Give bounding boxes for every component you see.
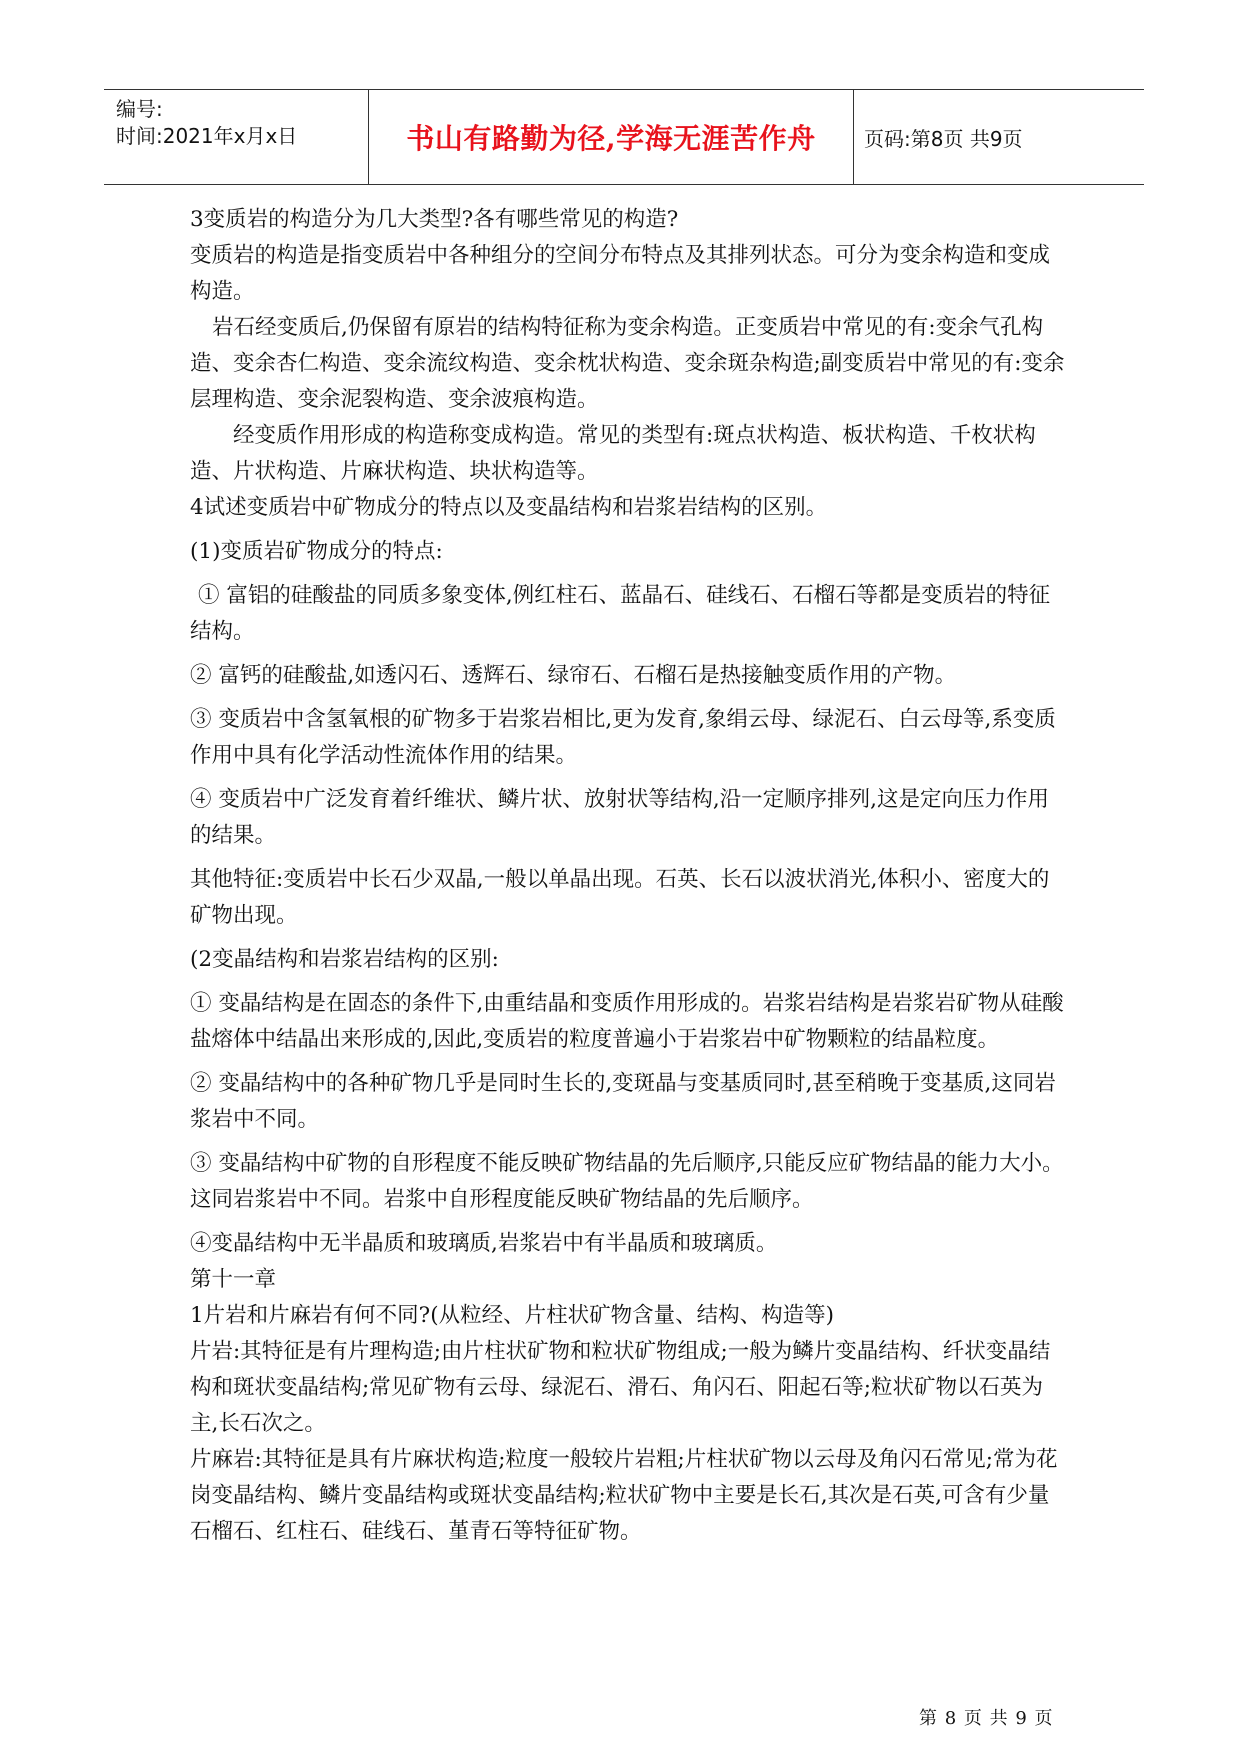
question-heading: 3变质岩的构造分为几大类型?各有哪些常见的构造?	[190, 207, 679, 232]
section-heading: (1)变质岩矿物成分的特点:	[190, 539, 443, 564]
document-time-label: 时间:2021年x月x日	[116, 124, 298, 148]
chapter-heading: 第十一章	[190, 1267, 277, 1292]
list-item: ② 变晶结构中的各种矿物几乎是同时生长的,变斑晶与变基质同时,甚至稍晚于变基质,这同岩浆岩中不同。	[190, 1071, 1056, 1132]
paragraph: 片麻岩:其特征是具有片麻状构造;粒度一般较片岩粗;片柱状矿物以云母及角闪石常见;常为花岗变晶结构、鳞片变晶结构或斑状变晶结构;粒状矿物中主要是长石,其次是石英,可含有少量石榴石、红柱石、硅线石、堇青石等特征矿物。	[190, 1447, 1058, 1544]
paragraph: 变质岩的构造是指变质岩中各种组分的空间分布特点及其排列状态。可分为变余构造和变成构造。	[190, 243, 1051, 304]
page-header	[104, 89, 1144, 185]
document-number-label: 编号:	[116, 97, 163, 121]
list-item: ① 富铝的硅酸盐的同质多象变体,例红柱石、蓝晶石、硅线石、石榴石等都是变质岩的特征结构。	[190, 583, 1051, 644]
header-motto-cell	[368, 90, 854, 184]
paragraph: 其他特征:变质岩中长石少双晶,一般以单晶出现。石英、长石以波状消光,体积小、密度大的矿物出现。	[190, 867, 1050, 928]
section-heading: (2变晶结构和岩浆岩结构的区别:	[190, 947, 499, 972]
question-heading: 4试述变质岩中矿物成分的特点以及变晶结构和岩浆岩结构的区别。	[190, 495, 828, 520]
page-footer: 第 8 页 共 9 页	[919, 1708, 1054, 1729]
header-page-cell	[864, 90, 1144, 184]
list-item: ③ 变晶结构中矿物的自形程度不能反映矿物结晶的先后顺序,只能反应矿物结晶的能力大小。这同岩浆岩中不同。岩浆中自形程度能反映矿物结晶的先后顺序。	[190, 1151, 1064, 1212]
list-item: ④ 变质岩中广泛发育着纤维状、鳞片状、放射状等结构,沿一定顺序排列,这是定向压力作用的结果。	[190, 787, 1050, 848]
paragraph: 岩石经变质后,仍保留有原岩的结构特征称为变余构造。正变质岩中常见的有:变余气孔构造、变余杏仁构造、变余流纹构造、变余枕状构造、变余斑杂构造;副变质岩中常见的有:变余层理构造、变余泥裂构造、变余波痕构造。	[190, 315, 1065, 412]
paragraph: 片岩:其特征是有片理构造;由片柱状矿物和粒状矿物组成;一般为鳞片变晶结构、纤状变晶结构和斑状变晶结构;常见矿物有云母、绿泥石、滑石、角闪石、阳起石等;粒状矿物以石英为主,长石次之。	[190, 1339, 1051, 1436]
header-left-cell	[116, 90, 366, 184]
list-item: ④变晶结构中无半晶质和玻璃质,岩浆岩中有半晶质和玻璃质。	[190, 1231, 778, 1256]
list-item: ③ 变质岩中含氢氧根的矿物多于岩浆岩相比,更为发育,象绢云母、绿泥石、白云母等,系变质作用中具有化学活动性流体作用的结果。	[190, 707, 1056, 768]
paragraph: 经变质作用形成的构造称变成构造。常见的类型有:斑点状构造、板状构造、千枚状构造、片状构造、片麻状构造、块状构造等。	[190, 423, 1036, 484]
list-item: ① 变晶结构是在固态的条件下,由重结晶和变质作用形成的。岩浆岩结构是岩浆岩矿物从硅酸盐熔体中结晶出来形成的,因此,变质岩的粒度普遍小于岩浆岩中矿物颗粒的结晶粒度。	[190, 991, 1064, 1052]
header-page-label: 页码:第8页 共9页	[864, 126, 1023, 151]
question-heading: 1片岩和片麻岩有何不同?(从粒经、片柱状矿物含量、结构、构造等)	[190, 1303, 834, 1328]
list-item: ② 富钙的硅酸盐,如透闪石、透辉石、绿帘石、石榴石是热接触变质作用的产物。	[190, 663, 957, 688]
header-motto: 书山有路勤为径,学海无涯苦作舟	[406, 122, 816, 155]
document-body	[190, 202, 1070, 1550]
